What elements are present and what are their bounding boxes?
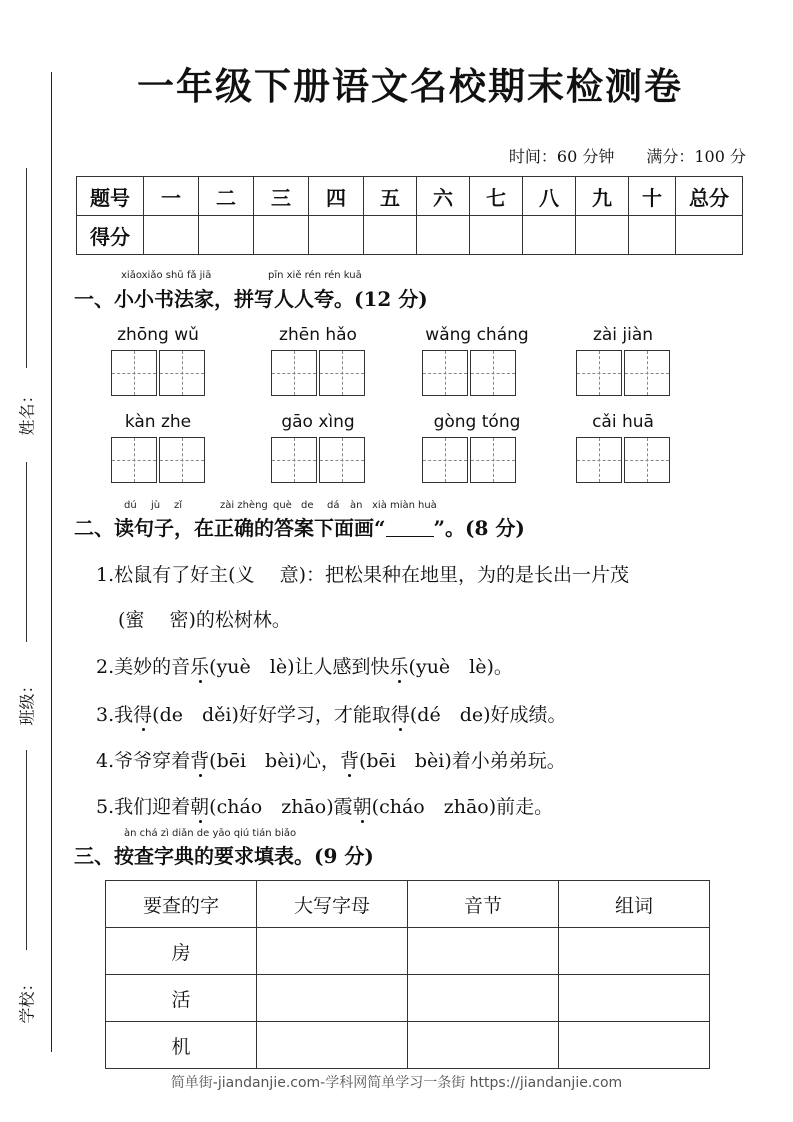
question-text: (bēi bèi)着小弟弟玩。 [358,750,566,772]
score-header-cell: 七 [470,177,523,216]
score-header-cell: 五 [364,177,417,216]
section2-title-text: 二、读句子，在正确的答案下面画“ [74,516,386,540]
writing-box[interactable] [576,437,622,483]
question-4 [96,746,566,773]
score-entry-cell[interactable] [629,216,676,255]
pinyin-label: cǎi huā [592,412,654,432]
answer-cell[interactable] [559,1022,710,1069]
page-footer: 简单街-jiandanjie.com-学科网简单学习一条街 https://jiandanjie.com [170,1075,623,1091]
writing-box[interactable] [624,350,670,396]
score-header-cell: 四 [309,177,364,216]
dictionary-header-row [106,881,710,928]
question-text: (cháo zhāo)霞 [209,796,353,818]
name-label: 姓名： [17,387,37,436]
pinyin-label: gāo xìng [281,412,355,432]
score-entry-cell[interactable] [576,216,629,255]
pinyin-label: gòng tóng [433,412,521,432]
page-title: 一年级下册语文名校期末检测卷 [137,64,683,108]
question-text: 2.美妙的音 [96,656,191,678]
question-text: 5.我们迎着 [96,796,191,818]
question-text: (yuè lè)让人感到快 [209,656,390,678]
pinyin-label: kàn zhe [124,412,192,432]
section1-pinyin-a: xiǎoxiǎo shū fǎ jiā [121,270,212,281]
pinyin-label: zhōng wǔ [117,325,199,345]
answer-cell[interactable] [257,1022,408,1069]
score-header-cell: 总分 [676,177,743,216]
pinyin-label: zài jiàn [592,325,654,345]
answer-cell[interactable] [408,928,559,975]
dictionary-header-cell: 组词 [559,881,710,928]
dictionary-table [105,880,710,1069]
pinyin-label: wǎng cháng [425,325,529,345]
dotted-character: 得 [390,704,410,726]
class-line [26,462,27,642]
score-header-cell: 八 [523,177,576,216]
dictionary-row [106,975,710,1022]
answer-cell[interactable] [408,975,559,1022]
answer-cell[interactable] [559,928,710,975]
score-table [76,176,743,255]
score-header-row [77,177,743,216]
score-entry-cell[interactable] [364,216,417,255]
score-entry-cell[interactable] [254,216,309,255]
score-header-cell: 三 [254,177,309,216]
section2-pinyin: què [273,500,292,511]
question-text: 4.爷爷穿着 [96,750,191,772]
section2-pinyin: zài zhèng [220,500,268,511]
section3-title: 三、按查字典的要求填表。(9 分) [74,844,374,868]
writing-box[interactable] [271,437,317,483]
writing-box[interactable] [111,437,157,483]
section1-title: 一、小小书法家，拼写人人夸。(12 分) [74,287,428,311]
question-text: 3.我 [96,704,134,726]
score-header-cell: 六 [417,177,470,216]
school-label: 学校： [17,975,37,1024]
score-entry-cell[interactable] [144,216,199,255]
dotted-character: 朝 [190,796,210,818]
pinyin-label: zhēn hǎo [279,325,357,345]
dotted-character: 乐 [190,656,210,678]
score-entry-cell[interactable] [523,216,576,255]
score-entry-cell[interactable] [199,216,254,255]
section2-title-end: ”。(8 分) [433,516,525,540]
question-3 [96,700,567,727]
name-line [26,168,27,368]
binding-margin-line [51,72,52,1052]
writing-box[interactable] [319,437,365,483]
dotted-character: 朝 [352,796,372,818]
score-entry-cell[interactable] [309,216,364,255]
dictionary-header-cell: 大写字母 [257,881,408,928]
writing-box[interactable] [319,350,365,396]
question-1b: (蜜 密)的松树林。 [118,609,291,631]
dotted-character: 乐 [389,656,409,678]
dictionary-row [106,928,710,975]
writing-box[interactable] [576,350,622,396]
writing-box[interactable] [422,437,468,483]
score-header-cell: 十 [629,177,676,216]
question-1a: 1.松鼠有了好主(义 意)：把松果种在地里，为的是长出一片茂 [96,564,629,586]
section3-pinyin: àn chá zì diǎn de yāo qiú tián biǎo [124,828,297,839]
answer-blank-sample [386,520,434,537]
question-5 [96,792,553,819]
score-header-cell: 二 [199,177,254,216]
answer-cell[interactable] [408,1022,559,1069]
answer-cell[interactable] [559,975,710,1022]
time-limit: 时间：60 分钟 [508,147,615,166]
section2-pinyin: zǐ [174,500,183,511]
section2-pinyin: huà [418,500,437,511]
exam-meta [440,144,746,167]
full-score: 满分：100 分 [646,147,746,166]
score-entry-cell[interactable] [470,216,523,255]
section2-pinyin: de [301,500,314,511]
writing-box[interactable] [111,350,157,396]
score-label-cell: 得分 [77,216,144,255]
lookup-character: 机 [106,1022,257,1069]
answer-cell[interactable] [257,928,408,975]
score-header-cell: 一 [144,177,199,216]
question-text: (de děi)好好学习，才能取 [152,704,391,726]
dotted-character: 背 [190,750,210,772]
writing-box[interactable] [470,437,516,483]
section2-pinyin: dú [124,500,137,511]
dotted-character: 背 [339,750,359,772]
class-label: 班级： [17,677,37,726]
dotted-character: 得 [133,704,153,726]
answer-cell[interactable] [257,975,408,1022]
question-text: (bēi bèi)心， [209,750,340,772]
writing-box[interactable] [159,437,205,483]
dictionary-header-cell: 音节 [408,881,559,928]
section2-pinyin: jù [151,500,161,511]
section2-pinyin: àn [350,500,363,511]
writing-box[interactable] [470,350,516,396]
question-text: (dé de)好成绩。 [409,704,567,726]
section2-title [74,512,525,541]
score-entry-row [77,216,743,255]
writing-box[interactable] [422,350,468,396]
section2-pinyin: dá [327,500,340,511]
question-2 [96,652,513,679]
writing-box[interactable] [159,350,205,396]
score-header-cell: 九 [576,177,629,216]
dictionary-row [106,1022,710,1069]
score-entry-cell[interactable] [417,216,470,255]
lookup-character: 活 [106,975,257,1022]
dictionary-header-cell: 要查的字 [106,881,257,928]
section1-pinyin-b: pīn xiě rén rén kuā [268,270,362,281]
writing-box[interactable] [624,437,670,483]
lookup-character: 房 [106,928,257,975]
section2-pinyin: xià miàn [372,500,415,511]
question-text: (cháo zhāo)前走。 [371,796,554,818]
question-text: (yuè lè)。 [408,656,513,678]
score-header-cell: 题号 [77,177,144,216]
score-entry-cell[interactable] [676,216,743,255]
writing-box[interactable] [271,350,317,396]
school-line [26,750,27,950]
